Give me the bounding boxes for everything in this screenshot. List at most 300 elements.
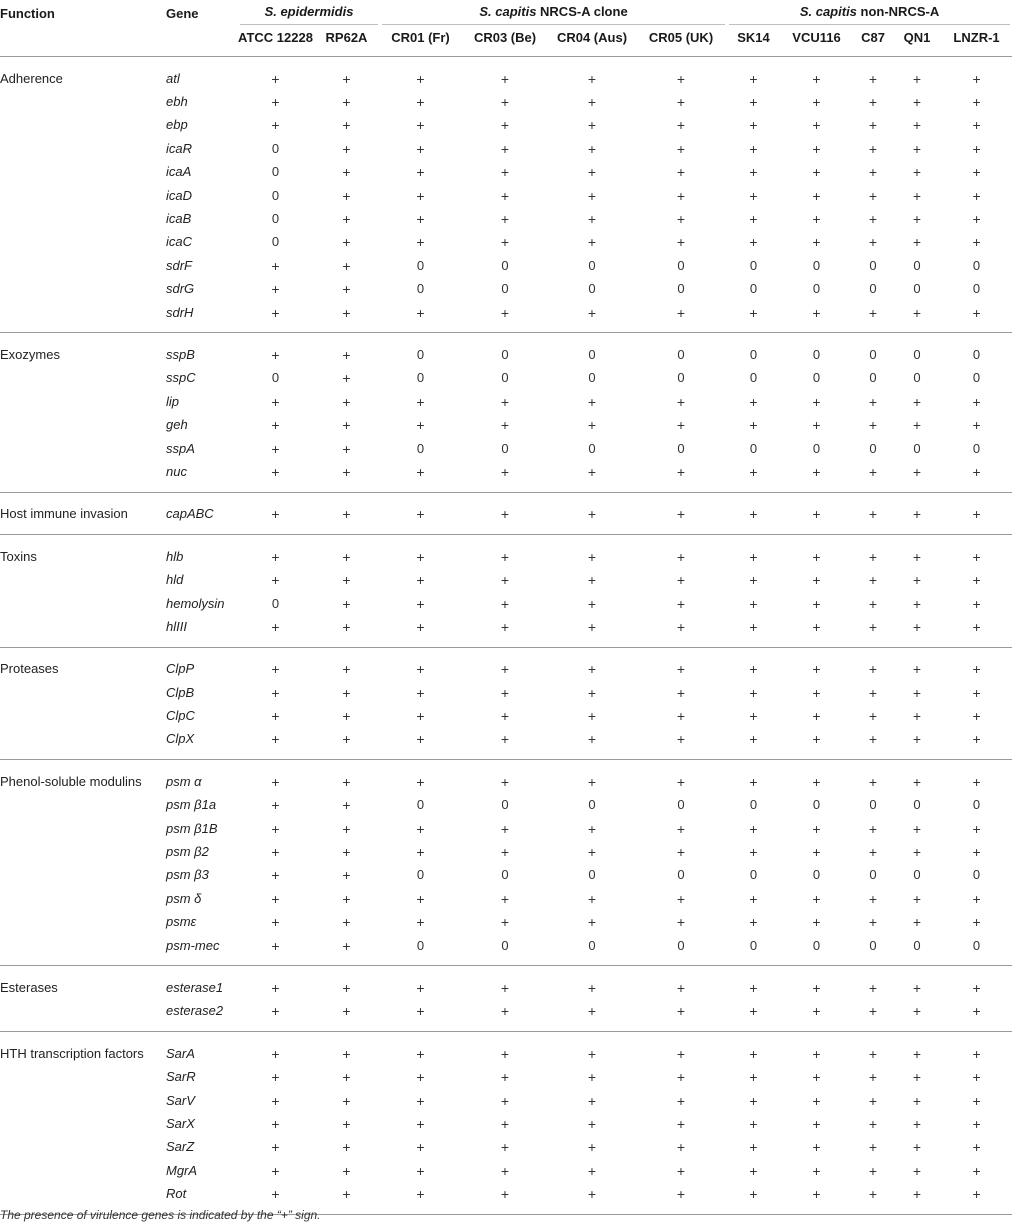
- function-cell: [0, 887, 166, 910]
- presence-cell: +: [342, 417, 351, 434]
- gene-cell: icaA: [166, 164, 192, 180]
- presence-cell: 0: [677, 257, 685, 273]
- presence-cell: +: [972, 1115, 981, 1132]
- presence-cell: +: [380, 460, 461, 492]
- presence-cell: +: [461, 1000, 549, 1032]
- presence-cell: +: [912, 94, 922, 111]
- presence-cell: 0: [416, 281, 425, 297]
- presence-cell: +: [912, 708, 922, 725]
- presence-cell: +: [972, 234, 981, 251]
- gene-cell: esterase2: [166, 1000, 238, 1032]
- presence-cell: +: [749, 417, 758, 434]
- presence-cell: +: [500, 979, 510, 996]
- presence-cell: +: [868, 393, 878, 410]
- presence-cell: +: [912, 140, 922, 157]
- gene-cell: atl: [166, 70, 180, 86]
- function-cell: [0, 1112, 166, 1135]
- presence-cell: +: [500, 1115, 510, 1132]
- presence-cell: +: [238, 492, 313, 534]
- table-row: [0, 760, 1012, 794]
- table-row: [0, 592, 1012, 615]
- gene-column-header: Gene: [166, 0, 238, 57]
- presence-cell: +: [780, 1000, 853, 1032]
- presence-cell: +: [635, 460, 727, 492]
- presence-cell: +: [587, 1115, 597, 1132]
- presence-cell: +: [868, 661, 878, 678]
- presence-cell: +: [812, 417, 821, 434]
- presence-cell: 0: [749, 370, 758, 386]
- presence-cell: +: [749, 708, 758, 725]
- presence-cell: +: [912, 914, 922, 931]
- presence-cell: +: [812, 1139, 821, 1156]
- table-row: [0, 114, 1012, 137]
- presence-cell: 0: [677, 440, 685, 456]
- presence-cell: +: [587, 1069, 597, 1086]
- function-cell: [0, 161, 166, 184]
- presence-cell: +: [416, 187, 425, 204]
- presence-cell: +: [727, 301, 780, 333]
- presence-cell: +: [868, 70, 878, 87]
- presence-cell: +: [972, 1092, 981, 1109]
- presence-cell: +: [853, 728, 893, 760]
- presence-cell: +: [868, 164, 878, 181]
- presence-cell: +: [676, 1092, 686, 1109]
- presence-cell: +: [500, 1069, 510, 1086]
- presence-cell: +: [587, 1092, 597, 1109]
- presence-cell: +: [313, 728, 380, 760]
- presence-cell: +: [500, 211, 510, 228]
- gene-cell: esterase1: [166, 979, 224, 995]
- presence-cell: 0: [416, 797, 425, 813]
- presence-cell: +: [676, 211, 686, 228]
- presence-cell: +: [912, 1139, 922, 1156]
- function-cell: [0, 568, 166, 591]
- presence-cell: +: [549, 1182, 635, 1214]
- function-cell: [0, 301, 166, 333]
- presence-cell: +: [749, 1092, 758, 1109]
- presence-cell: +: [868, 684, 878, 701]
- gene-cell: psmε: [166, 914, 197, 930]
- function-cell: [0, 911, 166, 934]
- presence-cell: 0: [972, 797, 981, 813]
- table-row: [0, 535, 1012, 569]
- table-row: [0, 390, 1012, 413]
- gene-cell: psm β1a: [166, 797, 217, 813]
- presence-cell: +: [342, 867, 351, 884]
- presence-cell: +: [812, 979, 821, 996]
- presence-cell: +: [676, 140, 686, 157]
- table-row: [0, 492, 1012, 534]
- function-cell: Adherence: [0, 70, 63, 86]
- presence-cell: +: [893, 301, 941, 333]
- presence-cell: +: [912, 164, 922, 181]
- function-cell: Toxins: [0, 548, 37, 564]
- presence-cell: +: [587, 661, 597, 678]
- presence-cell: +: [271, 70, 280, 87]
- presence-cell: 0: [461, 934, 549, 966]
- presence-cell: +: [676, 393, 686, 410]
- presence-cell: +: [972, 117, 981, 134]
- strain-header: CR03 (Be): [461, 28, 549, 57]
- presence-cell: +: [342, 684, 351, 701]
- presence-cell: +: [676, 684, 686, 701]
- table-row: [0, 161, 1012, 184]
- presence-cell: +: [342, 1139, 351, 1156]
- presence-cell: +: [271, 773, 280, 790]
- presence-cell: +: [416, 661, 425, 678]
- presence-cell: +: [500, 684, 510, 701]
- presence-cell: 0: [749, 346, 758, 362]
- strain-header: VCU116: [780, 28, 853, 57]
- presence-cell: 0: [271, 211, 280, 227]
- presence-cell: 0: [271, 140, 280, 156]
- function-cell: [0, 864, 166, 887]
- presence-cell: 0: [812, 346, 821, 362]
- function-cell: [0, 1159, 166, 1182]
- presence-cell: +: [500, 914, 510, 931]
- presence-cell: +: [853, 1182, 893, 1214]
- presence-cell: +: [342, 890, 351, 907]
- table-row: [0, 681, 1012, 704]
- presence-cell: +: [912, 1162, 922, 1179]
- presence-cell: 0: [972, 867, 981, 883]
- presence-cell: +: [749, 548, 758, 565]
- presence-cell: +: [893, 1000, 941, 1032]
- presence-cell: 0: [869, 797, 877, 813]
- presence-cell: +: [812, 914, 821, 931]
- gene-cell: MgrA: [166, 1162, 198, 1178]
- table-row: [0, 413, 1012, 436]
- function-cell: [0, 592, 166, 615]
- gene-cell: psm δ: [166, 890, 202, 906]
- presence-cell: +: [342, 187, 351, 204]
- presence-cell: +: [868, 595, 878, 612]
- presence-cell: +: [912, 117, 922, 134]
- presence-cell: 0: [549, 934, 635, 966]
- presence-cell: +: [587, 140, 597, 157]
- presence-cell: +: [587, 914, 597, 931]
- gene-cell: ebh: [166, 94, 188, 110]
- gene-cell: psm β3: [166, 867, 209, 883]
- presence-cell: 0: [972, 440, 981, 456]
- presence-cell: +: [868, 844, 878, 861]
- presence-cell: +: [500, 1045, 510, 1062]
- presence-cell: +: [313, 1000, 380, 1032]
- presence-cell: 0: [941, 934, 1012, 966]
- presence-cell: +: [749, 684, 758, 701]
- table-footnote: The presence of virulence genes is indicated by the “+” sign.: [0, 1208, 321, 1222]
- presence-cell: +: [635, 301, 727, 333]
- presence-cell: +: [972, 140, 981, 157]
- presence-cell: +: [313, 492, 380, 534]
- presence-cell: +: [238, 301, 313, 333]
- presence-cell: +: [342, 548, 351, 565]
- presence-cell: +: [342, 572, 351, 589]
- presence-cell: +: [780, 492, 853, 534]
- presence-cell: +: [500, 890, 510, 907]
- function-cell: [0, 704, 166, 727]
- presence-cell: +: [912, 572, 922, 589]
- presence-cell: +: [676, 1045, 686, 1062]
- presence-cell: +: [271, 548, 280, 565]
- presence-cell: +: [972, 70, 981, 87]
- presence-cell: 0: [749, 257, 758, 273]
- presence-cell: +: [893, 460, 941, 492]
- presence-cell: +: [727, 1182, 780, 1214]
- presence-cell: 0: [416, 867, 425, 883]
- gene-cell: ClpP: [166, 661, 195, 677]
- presence-cell: +: [416, 94, 425, 111]
- presence-cell: +: [676, 708, 686, 725]
- table-row: [0, 615, 1012, 647]
- presence-cell: +: [676, 187, 686, 204]
- presence-cell: +: [416, 234, 425, 251]
- presence-cell: +: [972, 595, 981, 612]
- strain-header: ATCC 12228: [238, 28, 313, 57]
- presence-cell: 0: [893, 934, 941, 966]
- presence-cell: +: [780, 615, 853, 647]
- presence-cell: 0: [501, 281, 509, 297]
- table-row: [0, 367, 1012, 390]
- presence-cell: +: [416, 164, 425, 181]
- presence-cell: +: [912, 979, 922, 996]
- presence-cell: +: [587, 417, 597, 434]
- table-row: [0, 704, 1012, 727]
- presence-cell: +: [868, 1045, 878, 1062]
- presence-cell: +: [549, 1000, 635, 1032]
- presence-cell: +: [342, 595, 351, 612]
- presence-cell: +: [342, 346, 351, 363]
- presence-cell: +: [342, 1162, 351, 1179]
- table-row: [0, 437, 1012, 460]
- presence-cell: +: [500, 572, 510, 589]
- presence-cell: +: [676, 595, 686, 612]
- presence-cell: +: [380, 1182, 461, 1214]
- presence-cell: +: [853, 301, 893, 333]
- presence-cell: +: [342, 117, 351, 134]
- function-cell: [0, 817, 166, 840]
- presence-cell: +: [912, 70, 922, 87]
- gene-cell: icaB: [166, 211, 192, 227]
- presence-cell: +: [416, 417, 425, 434]
- presence-cell: +: [812, 94, 821, 111]
- presence-cell: +: [416, 393, 425, 410]
- function-cell: Phenol-soluble modulins: [0, 773, 142, 789]
- presence-cell: +: [972, 708, 981, 725]
- presence-cell: +: [549, 615, 635, 647]
- presence-cell: +: [749, 70, 758, 87]
- presence-cell: +: [271, 1045, 280, 1062]
- presence-cell: +: [416, 1162, 425, 1179]
- presence-cell: +: [868, 1162, 878, 1179]
- presence-cell: +: [868, 773, 878, 790]
- table-row: [0, 864, 1012, 887]
- presence-cell: +: [812, 844, 821, 861]
- function-cell: [0, 231, 166, 254]
- presence-cell: +: [780, 460, 853, 492]
- gene-cell: lip: [166, 393, 180, 409]
- presence-cell: +: [587, 844, 597, 861]
- presence-cell: +: [587, 820, 597, 837]
- presence-cell: +: [416, 979, 425, 996]
- presence-cell: 0: [271, 370, 280, 386]
- presence-cell: +: [893, 1182, 941, 1214]
- function-cell: [0, 390, 166, 413]
- presence-cell: +: [635, 615, 727, 647]
- presence-cell: +: [271, 797, 280, 814]
- presence-cell: +: [461, 492, 549, 534]
- presence-cell: 0: [416, 440, 425, 456]
- presence-cell: 0: [727, 934, 780, 966]
- presence-cell: +: [676, 1139, 686, 1156]
- presence-cell: +: [587, 572, 597, 589]
- presence-cell: +: [342, 164, 351, 181]
- presence-cell: +: [868, 94, 878, 111]
- presence-cell: 0: [501, 346, 509, 362]
- presence-cell: +: [313, 1182, 380, 1214]
- presence-cell: +: [868, 1139, 878, 1156]
- presence-cell: +: [853, 615, 893, 647]
- gene-cell: hemolysin: [166, 595, 225, 611]
- presence-cell: +: [500, 1162, 510, 1179]
- presence-cell: 0: [812, 797, 821, 813]
- table-row: [0, 966, 1012, 1000]
- gene-cell: psm α: [166, 773, 202, 789]
- gene-cell: sspB: [166, 346, 195, 362]
- table-row: [0, 460, 1012, 492]
- presence-cell: +: [676, 94, 686, 111]
- table-row: [0, 1032, 1012, 1066]
- table-row: [0, 207, 1012, 230]
- presence-cell: 0: [812, 370, 821, 386]
- presence-cell: +: [727, 460, 780, 492]
- table-row: [0, 184, 1012, 207]
- presence-cell: +: [912, 234, 922, 251]
- presence-cell: +: [676, 979, 686, 996]
- presence-cell: +: [868, 117, 878, 134]
- function-cell: [0, 1000, 166, 1032]
- presence-cell: +: [972, 187, 981, 204]
- presence-cell: +: [868, 890, 878, 907]
- function-cell: [0, 840, 166, 863]
- presence-cell: +: [342, 257, 351, 274]
- presence-cell: +: [587, 548, 597, 565]
- presence-cell: +: [342, 211, 351, 228]
- presence-cell: +: [271, 1092, 280, 1109]
- presence-cell: +: [238, 615, 313, 647]
- presence-cell: +: [912, 1115, 922, 1132]
- presence-cell: +: [676, 661, 686, 678]
- presence-cell: +: [587, 1162, 597, 1179]
- presence-cell: 0: [869, 440, 877, 456]
- presence-cell: 0: [972, 281, 981, 297]
- presence-cell: +: [461, 615, 549, 647]
- presence-cell: +: [749, 164, 758, 181]
- table-row: [0, 1136, 1012, 1159]
- presence-cell: +: [749, 117, 758, 134]
- function-column-header: Function: [0, 0, 166, 57]
- presence-cell: 0: [416, 346, 425, 362]
- presence-cell: +: [313, 934, 380, 966]
- presence-cell: +: [500, 1139, 510, 1156]
- presence-cell: +: [893, 728, 941, 760]
- function-cell: [0, 254, 166, 277]
- presence-cell: +: [271, 867, 280, 884]
- table-row: [0, 57, 1012, 91]
- presence-cell: 0: [869, 370, 877, 386]
- table-row: [0, 911, 1012, 934]
- presence-cell: +: [500, 708, 510, 725]
- presence-cell: +: [749, 234, 758, 251]
- presence-cell: +: [780, 1182, 853, 1214]
- presence-cell: +: [271, 820, 280, 837]
- gene-cell: nuc: [166, 460, 238, 492]
- presence-cell: +: [972, 1139, 981, 1156]
- presence-cell: +: [812, 1115, 821, 1132]
- presence-cell: +: [868, 820, 878, 837]
- presence-cell: +: [749, 595, 758, 612]
- gene-cell: geh: [166, 417, 188, 433]
- presence-cell: 0: [812, 257, 821, 273]
- table-row: [0, 137, 1012, 160]
- presence-cell: +: [587, 890, 597, 907]
- presence-cell: +: [749, 187, 758, 204]
- presence-cell: +: [972, 1069, 981, 1086]
- presence-cell: +: [587, 708, 597, 725]
- presence-cell: 0: [501, 440, 509, 456]
- presence-cell: +: [972, 844, 981, 861]
- strain-header: QN1: [893, 28, 941, 57]
- presence-cell: +: [342, 844, 351, 861]
- presence-cell: +: [500, 1092, 510, 1109]
- presence-cell: +: [271, 257, 280, 274]
- presence-cell: +: [380, 1000, 461, 1032]
- presence-cell: +: [676, 773, 686, 790]
- presence-cell: +: [271, 1139, 280, 1156]
- presence-cell: +: [271, 684, 280, 701]
- presence-cell: +: [342, 708, 351, 725]
- presence-cell: +: [271, 440, 280, 457]
- presence-cell: +: [416, 140, 425, 157]
- presence-cell: +: [749, 1115, 758, 1132]
- gene-cell: SarZ: [166, 1139, 195, 1155]
- function-cell: [0, 413, 166, 436]
- presence-cell: +: [416, 1069, 425, 1086]
- presence-cell: +: [313, 460, 380, 492]
- gene-cell: SarR: [166, 1069, 196, 1085]
- strain-header: RP62A: [313, 28, 380, 57]
- function-cell: [0, 460, 166, 492]
- gene-cell: psm β1B: [166, 820, 218, 836]
- presence-cell: +: [749, 211, 758, 228]
- presence-cell: +: [500, 140, 510, 157]
- presence-cell: +: [416, 773, 425, 790]
- presence-cell: +: [238, 1000, 313, 1032]
- presence-cell: +: [271, 914, 280, 931]
- function-cell: [0, 728, 166, 760]
- gene-cell: sdrG: [166, 281, 195, 297]
- presence-cell: +: [749, 661, 758, 678]
- presence-cell: +: [342, 773, 351, 790]
- presence-cell: +: [342, 281, 351, 298]
- presence-cell: +: [676, 548, 686, 565]
- presence-cell: 0: [853, 934, 893, 966]
- table-row: [0, 647, 1012, 681]
- presence-cell: +: [941, 492, 1012, 534]
- presence-cell: +: [749, 94, 758, 111]
- presence-cell: +: [271, 844, 280, 861]
- presence-cell: 0: [913, 440, 921, 456]
